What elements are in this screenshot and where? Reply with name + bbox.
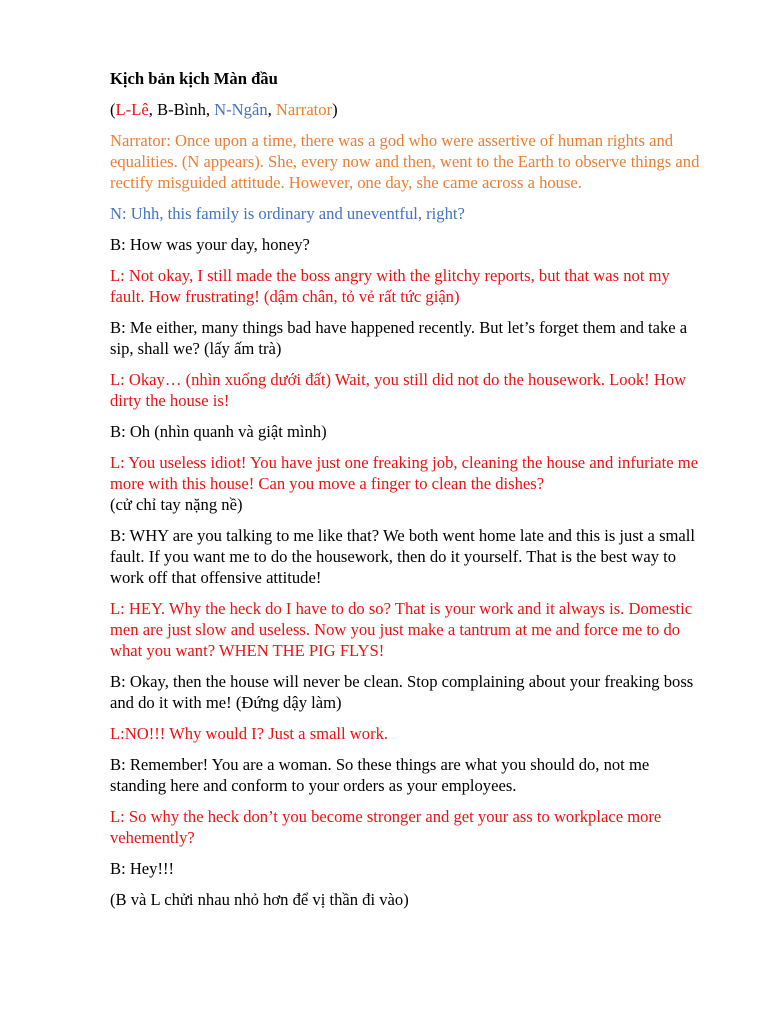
dialogue-line (110, 234, 700, 255)
dialogue-line (110, 452, 700, 515)
dialogue-line (110, 130, 700, 193)
dialogue-line (110, 421, 700, 442)
dialogue-text: B: Oh (nhìn quanh và giật mình) (110, 422, 327, 441)
dialogue-text: L: You useless idiot! You have just one freaking job, cleaning the house and infuriate me more with this house! Can you move a finger to clean the dishes? (110, 453, 699, 493)
cast-list (110, 99, 700, 120)
dialogue-line (110, 723, 700, 744)
cast-separator: , (267, 100, 276, 119)
dialogue-text: B: WHY are you talking to me like that? We both went home late and this is just a small fault. If you want me to do the housework, then do it yourself. That is the best way to work off that offensive attitude! (110, 526, 696, 587)
script-lines (110, 130, 700, 910)
dialogue-text: B: Me either, many things bad have happened recently. But let’s forget them and take a sip, shall we? (lấy ấm trà) (110, 318, 688, 358)
dialogue-line (110, 265, 700, 307)
dialogue-line (110, 203, 700, 224)
cast-ngan: N-Ngân (214, 100, 268, 119)
dialogue-line (110, 889, 700, 910)
dialogue-text: B: Hey!!! (110, 859, 175, 878)
dialogue-line (110, 754, 700, 796)
cast-separator-binh: , B-Bình, (148, 100, 215, 119)
cast-close-paren: ) (332, 100, 338, 119)
dialogue-text: (B và L chửi nhau nhỏ hơn để vị thần đi vào) (110, 890, 409, 909)
dialogue-text: L: Not okay, I still made the boss angry with the glitchy reports, but that was not my fault. How frustrating! (dậm chân, tỏ vẻ rất tức giận) (110, 266, 670, 306)
dialogue-line (110, 858, 700, 879)
dialogue-line (110, 317, 700, 359)
dialogue-line (110, 671, 700, 713)
stage-direction: (cử chỉ tay nặng nề) (110, 495, 243, 514)
dialogue-text: N: Uhh, this family is ordinary and uneventful, right? (110, 204, 465, 223)
dialogue-text: B: Remember! You are a woman. So these things are what you should do, not me standing here and conform to your orders as your employees. (110, 755, 650, 795)
document-body (110, 68, 700, 920)
cast-narrator: Narrator (275, 100, 333, 119)
dialogue-line (110, 598, 700, 661)
dialogue-text: L: So why the heck don’t you become stronger and get your ass to workplace more vehemently? (110, 807, 662, 847)
dialogue-text: L: HEY. Why the heck do I have to do so? That is your work and it always is. Domestic men are just slow and useless. Now you just make a tantrum at me and force me to do what you want? WHEN THE PIG FLYS! (110, 599, 693, 660)
dialogue-line (110, 525, 700, 588)
dialogue-text: Narrator: Once upon a time, there was a god who were assertive of human rights and equalities. (N appears). She, every now and then, went to the Earth to observe things and rectify misguided attitude. However, one day, she came across a house. (110, 131, 700, 192)
dialogue-text: L:NO!!! Why would I? Just a small work. (110, 724, 389, 743)
dialogue-line (110, 369, 700, 411)
dialogue-text: L: Okay… (nhìn xuống dưới đất) Wait, you still did not do the housework. Look! How dirty the house is! (110, 370, 687, 410)
dialogue-text: B: Okay, then the house will never be clean. Stop complaining about your freaking boss and do it with me! (Đứng dậy làm) (110, 672, 694, 712)
cast-le: L-Lê (115, 100, 149, 119)
cast-open-paren: ( (110, 100, 116, 119)
page-title: Kịch bản kịch Màn đầu (110, 69, 278, 88)
dialogue-line (110, 806, 700, 848)
dialogue-text: B: How was your day, honey? (110, 235, 310, 254)
